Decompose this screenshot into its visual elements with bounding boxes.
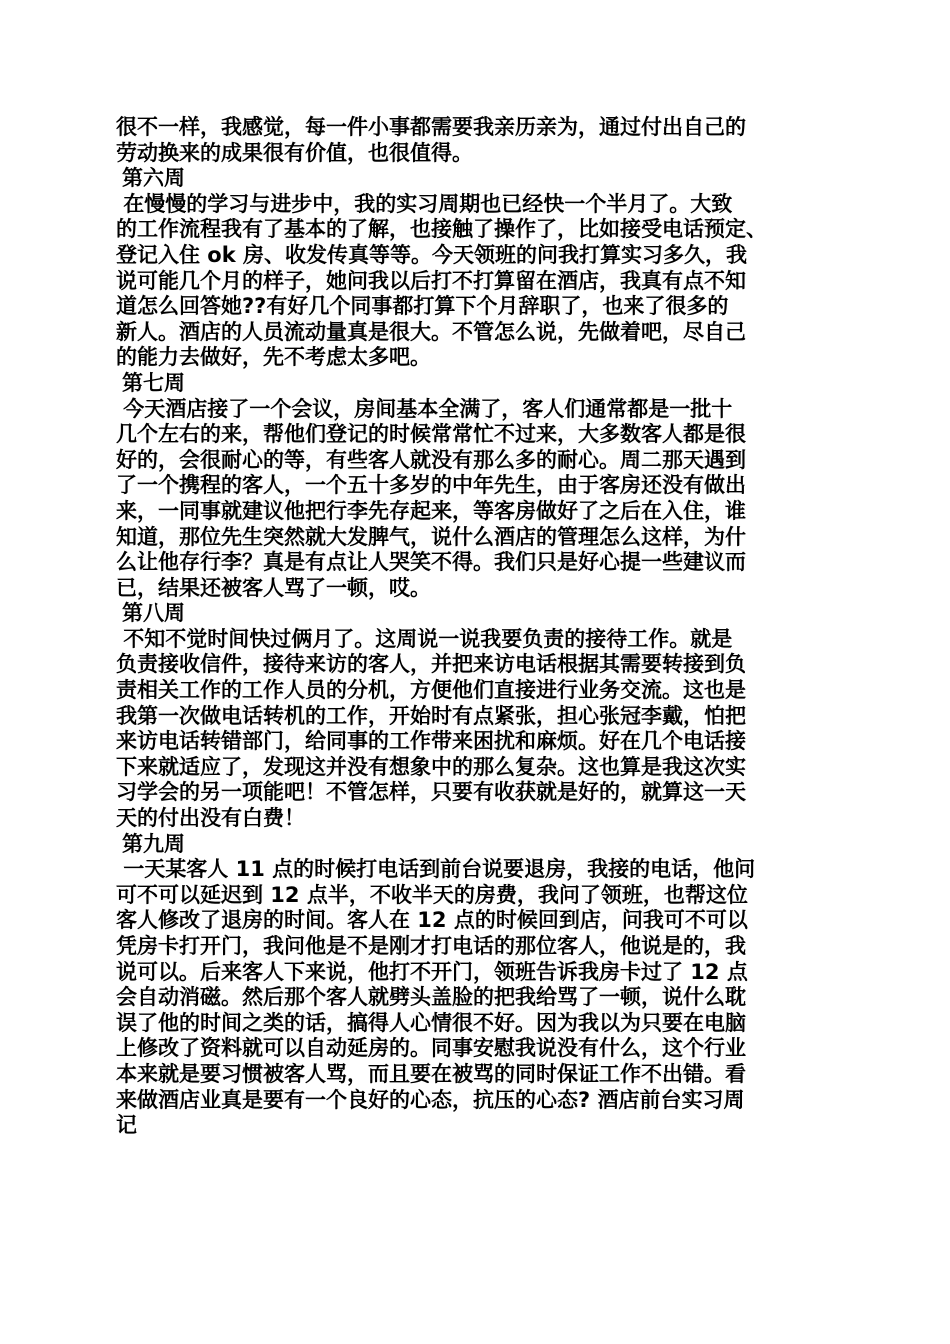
text-line: 记: [116, 1113, 137, 1138]
text-line: 了一个携程的客人，一个五十多岁的中年先生，由于客房还没有做出: [116, 473, 746, 498]
text-line: 上修改了资料就可以自动延房的。同事安慰我说没有什么，这个行业: [116, 1036, 746, 1061]
text-line: 来访电话转错部门，给同事的工作带来困扰和麻烦。好在几个电话接: [116, 729, 746, 754]
text-line: 本来就是要习惯被客人骂，而且要在被骂的同时保证工作不出错。看: [116, 1061, 746, 1086]
text-line: 责相关工作的工作人员的分机，方便他们直接进行业务交流。这也是: [116, 678, 746, 703]
text-line: 登记入住 ok 房、收发传真等等。今天领班的问我打算实习多久，我: [116, 242, 748, 267]
text-line: 误了他的时间之类的话，搞得人心情很不好。因为我以为只要在电脑: [116, 1010, 746, 1035]
text-line: 我第一次做电话转机的工作，开始时有点紧张，担心张冠李戴，怕把: [116, 703, 746, 728]
section-heading: 第九周: [122, 831, 185, 856]
text-line: 在慢慢的学习与进步中，我的实习周期也已经快一个半月了。大致: [116, 191, 733, 216]
text-line: 可不可以延迟到 12 点半，不收半天的房费，我问了领班，也帮这位: [116, 882, 748, 907]
text-line: 来做酒店业真是要有一个良好的心态，抗压的心态? 酒店前台实习周: [116, 1087, 745, 1112]
text-line: 凭房卡打开门，我问他是不是刚才打电话的那位客人，他说是的，我: [116, 934, 746, 958]
text-line: 的能力去做好，先不考虑太多吧。: [116, 345, 431, 370]
text-line: 来，一同事就建议他把行李先存起来，等客房做好了之后在入住，谁: [116, 498, 746, 523]
text-line: 客人修改了退房的时间。客人在 12 点的时候回到店，问我可不可以: [116, 908, 748, 933]
text-line: 好的，会很耐心的等，有些客人就没有那么多的耐心。周二那天遇到: [116, 447, 746, 472]
text-line: 习学会的另一项能吧！不管怎样，只要有收获就是好的，就算这一天: [116, 780, 746, 805]
text-line: 几个左右的来，帮他们登记的时候常常忙不过来，大多数客人都是很: [116, 422, 746, 447]
text-line: 说可以。后来客人下来说，他打不开门，领班告诉我房卡过了 12 点: [116, 959, 748, 984]
text-line: 天的付出没有白费！: [116, 806, 305, 831]
section-heading: 第六周: [122, 166, 185, 191]
text-line: 一天某客人 11 点的时候打电话到前台说要退房，我接的电话，他问: [116, 857, 756, 882]
text-line: 很不一样，我感觉，每一件小事都需要我亲历亲为，通过付出自己的: [116, 115, 746, 139]
text-line: 的工作流程我有了基本的了解，也接触了操作了，比如接受电话预定、: [116, 217, 767, 242]
text-line: 已，结果还被客人骂了一顿，哎。: [116, 575, 431, 600]
text-line: 知道，那位先生突然就大发脾气，说什么酒店的管理怎么这样，为什: [116, 524, 746, 549]
text-line: 劳动换来的成果很有价值，也很值得。: [116, 140, 473, 165]
text-line: 会自动消磁。然后那个客人就劈头盖脸的把我给骂了一顿，说什么耽: [116, 985, 746, 1010]
section-heading: 第七周: [122, 370, 185, 395]
text-line: 不知不觉时间快过俩月了。这周说一说我要负责的接待工作。就是: [116, 626, 733, 651]
text-line: 下来就适应了，发现这并没有想象中的那么复杂。这也算是我这次实: [116, 754, 746, 779]
text-line: 说可能几个月的样子，她问我以后打不打算留在酒店，我真有点不知: [116, 268, 746, 293]
document-body: [116, 115, 846, 1139]
text-line: 新人。酒店的人员流动量真是很大。不管怎么说，先做着吧，尽自己: [116, 319, 746, 344]
section-heading: 第八周: [122, 601, 185, 626]
text-line: 负责接收信件，接待来访的客人，并把来访电话根据其需要转接到负: [116, 652, 746, 677]
text-line: 道怎么回答她??有好几个同事都打算下个月辞职了，也来了很多的: [116, 294, 729, 319]
text-line: 么让他存行李？真是有点让人哭笑不得。我们只是好心提一些建议而: [116, 550, 746, 575]
text-line: 今天酒店接了一个会议，房间基本全满了，客人们通常都是一批十: [116, 396, 733, 421]
